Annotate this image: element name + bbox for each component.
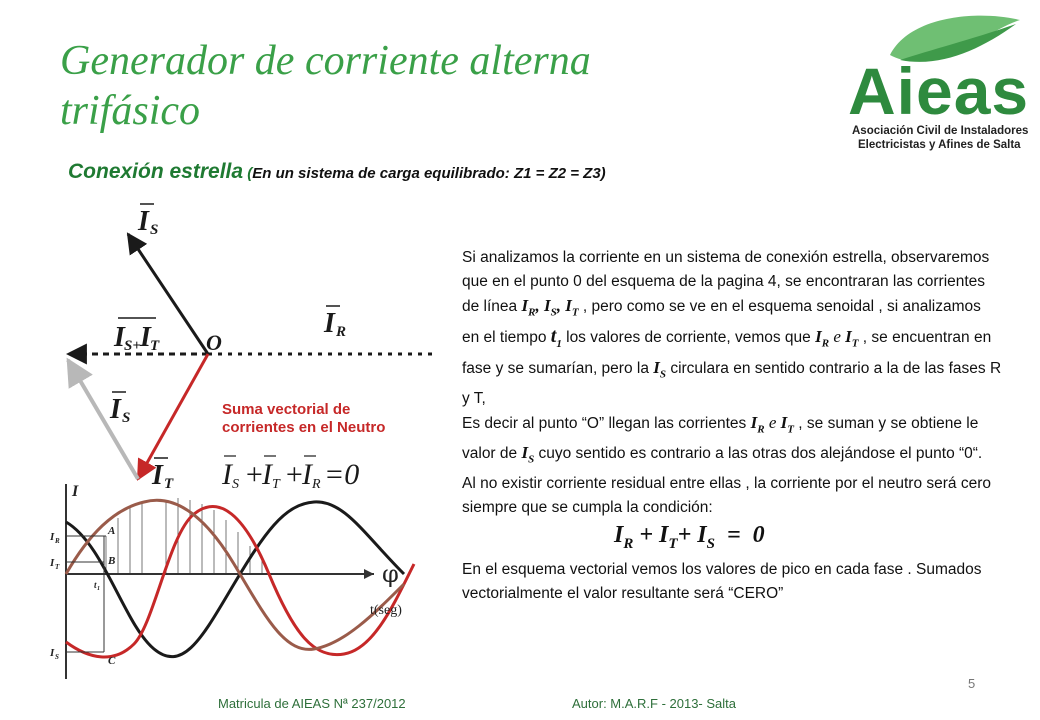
sine-curve-r xyxy=(66,502,404,657)
label-it-sub: T xyxy=(164,476,174,492)
sine-point-c: C xyxy=(108,655,116,667)
body-paragraph-2: Es decir al punto “O” llegan las corrientes $I_R$ e $I_T$ , se suman y se obtiene le valor de $I_S$ cuyo sentido es contrario a las otras dos alejándose el punto “0“. xyxy=(462,412,983,466)
sine-wave-diagram xyxy=(44,474,444,684)
footer-author: Autor: M.A.R.F - 2013- Salta xyxy=(572,696,737,711)
sine-label-is-sub: S xyxy=(55,653,59,661)
eq-it: I xyxy=(262,458,272,491)
eq-is-sub: S xyxy=(232,477,239,492)
sine-axis-i: I xyxy=(72,483,79,500)
sine-axis-t: t(seg) xyxy=(370,603,402,618)
label-is: I xyxy=(138,206,149,237)
vector-it xyxy=(138,354,208,479)
eq-it-sub: T xyxy=(272,477,280,492)
slide-title xyxy=(60,36,760,136)
footer-registration: Matricula de AIEAS Nª 237/2012 xyxy=(218,696,406,711)
label-ir-sub: R xyxy=(336,324,347,340)
subtitle-note: En un sistema de carga equilibrado: Z1 = Z2 = Z3) xyxy=(252,165,606,182)
label-is-plus-it-i1: I xyxy=(114,322,125,353)
sine-point-b: B xyxy=(108,555,116,567)
neutral-current-equation: $I_R + I_T+ I_S = 0$ xyxy=(614,521,765,552)
page-number: 5 xyxy=(968,676,976,691)
sine-label-is: I xyxy=(50,647,55,659)
slide-subtitle xyxy=(68,160,788,184)
label-is-sub: S xyxy=(150,222,159,238)
logo-subtitle-line-2: Electricistas y Afines de Salta xyxy=(858,139,1021,151)
eq-ir-sub: R xyxy=(312,477,321,492)
sine-axis-phi: φ xyxy=(382,560,399,588)
sine-label-it-sub: T xyxy=(55,563,60,571)
title-line-1: Generador de corriente alterna xyxy=(60,38,591,84)
sine-t1: t xyxy=(94,580,97,590)
label-it: I xyxy=(152,460,163,491)
label-is-plus-it-sub2: T xyxy=(150,338,160,354)
label-origin: O xyxy=(206,330,222,355)
body-paragraph-3: Al no existir corriente residual entre ellas , la corriente por el neutro será cero siempre que se cumpla la condición: xyxy=(462,474,991,516)
eq-zero: =0 xyxy=(324,458,360,491)
logo-wordmark: Aieas xyxy=(848,54,1030,128)
sine-point-a: A xyxy=(108,525,116,537)
label-is-gray: I xyxy=(110,394,121,425)
eq-is: I xyxy=(222,458,232,491)
label-is-plus-it-sub: S+ xyxy=(124,338,141,354)
logo-subtitle-line-1: Asociación Civil de Instaladores xyxy=(852,125,1029,137)
caption-line-2: corrientes en el Neutro xyxy=(222,419,386,436)
label-is-gray-sub: S xyxy=(122,410,131,426)
caption-line-1: Suma vectorial de xyxy=(222,401,351,418)
label-ir: I xyxy=(324,308,335,339)
eq-ir: I xyxy=(302,458,312,491)
title-line-2: trifásico xyxy=(60,88,201,134)
label-is-plus-it-i2: I xyxy=(140,322,151,353)
sine-label-ir-sub: R xyxy=(55,537,60,545)
body-paragraph-1: Si analizamos la corriente en un sistema de conexión estrella, observaremos que en el punto 0 del esquema de la pagina 4, se encontraran las corrientes de línea $I_R$, $I_S$, $I_T$ , pero como se ve en el esquema senoidal , si analizamos en el tiempo $t_1$ los valores de corriente, vemos que $I_R$ e $I_T$ , se encuentran en fase y se sumarían, pero la $I_S$ circulara en sentido contrario a la de las fases R y T, xyxy=(462,249,1002,407)
eq-plus-1: + xyxy=(244,458,265,491)
sine-label-it: I xyxy=(50,557,55,569)
subtitle-open-paren: ( xyxy=(243,165,253,182)
subtitle-main: Conexión estrella xyxy=(68,160,244,183)
sine-label-ir: I xyxy=(50,531,55,543)
eq-plus-2: + xyxy=(284,458,305,491)
phasor-diagram xyxy=(56,194,436,494)
body-text xyxy=(462,246,1002,606)
sine-t1-sub: 1 xyxy=(97,586,100,592)
body-paragraph-4: En el esquema vectorial vemos los valores de pico en cada fase . Sumados vectorialmente el valor resultante será “CERO” xyxy=(462,561,982,603)
